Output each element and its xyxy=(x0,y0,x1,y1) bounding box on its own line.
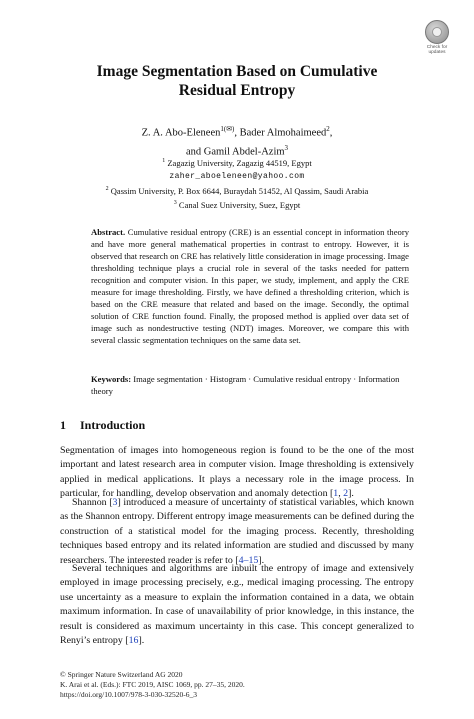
author-name: Gamil Abdel-Azim xyxy=(203,146,285,157)
paper-title: Image Segmentation Based on Cumulative Residual Entropy xyxy=(96,63,378,99)
page-footer xyxy=(60,670,245,700)
section-title: Introduction xyxy=(80,418,146,432)
section-heading xyxy=(60,418,145,432)
affiliations xyxy=(0,155,474,210)
citation-link[interactable]: 2 xyxy=(343,488,349,500)
keywords xyxy=(91,373,409,397)
citation-link[interactable]: 1 xyxy=(333,488,339,500)
abstract xyxy=(91,226,409,346)
author-superscript: 3 xyxy=(284,143,289,152)
affiliation: $^2$ Qassim University, P. Box 6644, Buraydah 51452, Al Qassim, Saudi Arabia xyxy=(105,185,369,196)
section-number: 1 xyxy=(60,418,66,432)
author-superscript: 1(✉) xyxy=(220,125,235,133)
check-for-updates-badge[interactable] xyxy=(423,20,451,58)
citation-link[interactable]: 4–15 xyxy=(238,554,259,566)
author-name: Z. A. Abo-Eleneen xyxy=(141,127,221,139)
keywords-label: Keywords: xyxy=(91,374,132,384)
paragraph: Segmentation of images into homogeneous region is found to be the one of the most important and latest research area in computer vision. Image thresholding is extensively applied in medical applications. It plays a necessary role in the image process. In particular, for handling, develop observation and anomaly detection [1, 2]. xyxy=(60,445,414,500)
citation-line: K. Arai et al. (Eds.): FTC 2019, AISC 1069, pp. 27–35, 2020. xyxy=(60,680,245,689)
keywords-text: Image segmentation · Histogram · Cumulative residual entropy · Information theory xyxy=(91,374,400,396)
author-list: Z. A. Abo-Eleneen$^{1(✉)}$, Bader Almohaimeed$^2$, and Gamil Abdel-Azim$^3$ xyxy=(141,125,333,157)
copyright-line: © Springer Nature Switzerland AG 2020 xyxy=(60,670,183,679)
paragraph: Shannon [3] introduced a measure of uncertainty of statistical variables, which known as the Shannon entropy. Different entropy image measurements can be defined during the construction of a statistical model for the imaging process. Recently, thresholding techniques based entropy and its related information are studied and discussed by many researchers. The interested reader is refer to [4–15]. xyxy=(60,497,414,566)
affiliation: $^3$ Canal Suez University, Suez, Egypt xyxy=(173,199,301,210)
abstract-text: Cumulative residual entropy (CRE) is an essential concept in information theory and have more general mathematical properties in contrast to entropy. However, it is observed that research on CRE has relatively little consideration in image processing. Image thresholding technique plays a crucial role in several of the tasks needed for pattern recognition and computer vision. In this paper, we study, implement, and apply the CRE measure for image thresholding. Firstly, we have defined a thresholding criterion, which is based on the CRE measure that related and based on the image. Secondly, the optimal solution of CRE function found. Finally, the proposed method is applied over data set of image such as nondestructive testing (NDT) images. Moreover, we compare this with several classic segmentation techniques on the same data set. xyxy=(91,227,409,345)
abstract-label: Abstract. xyxy=(91,227,126,237)
citation-link[interactable]: 16 xyxy=(128,635,139,647)
check-for-updates-icon xyxy=(425,20,449,44)
affiliation: $^1$ Zagazig University, Zagazig 44519, Egypt xyxy=(162,157,312,168)
author-name: Bader Almohaimeed xyxy=(239,127,327,139)
doi-link[interactable]: https://doi.org/10.1007/978-3-030-32520-6_3 xyxy=(60,690,197,699)
author-email[interactable]: zaher_aboeleneen@yahoo.com xyxy=(169,171,305,181)
author-superscript: 2 xyxy=(326,125,330,133)
citation-link[interactable]: 3 xyxy=(112,497,118,508)
check-for-updates-label: Check for updates xyxy=(426,45,448,56)
paragraph: Several techniques and algorithms are inbuilt the entropy of image and extensively employed in image processing precisely, e.g., medical imaging processing. The entropy use uncertainty as a measure to explain the information contained in a data, we obtain maximum information. In case of unavailability of prior knowledge, in this instance, the result is considered as maximum uncertainty in this case. This concept generalized to Renyi’s entropy [16]. xyxy=(60,563,414,647)
